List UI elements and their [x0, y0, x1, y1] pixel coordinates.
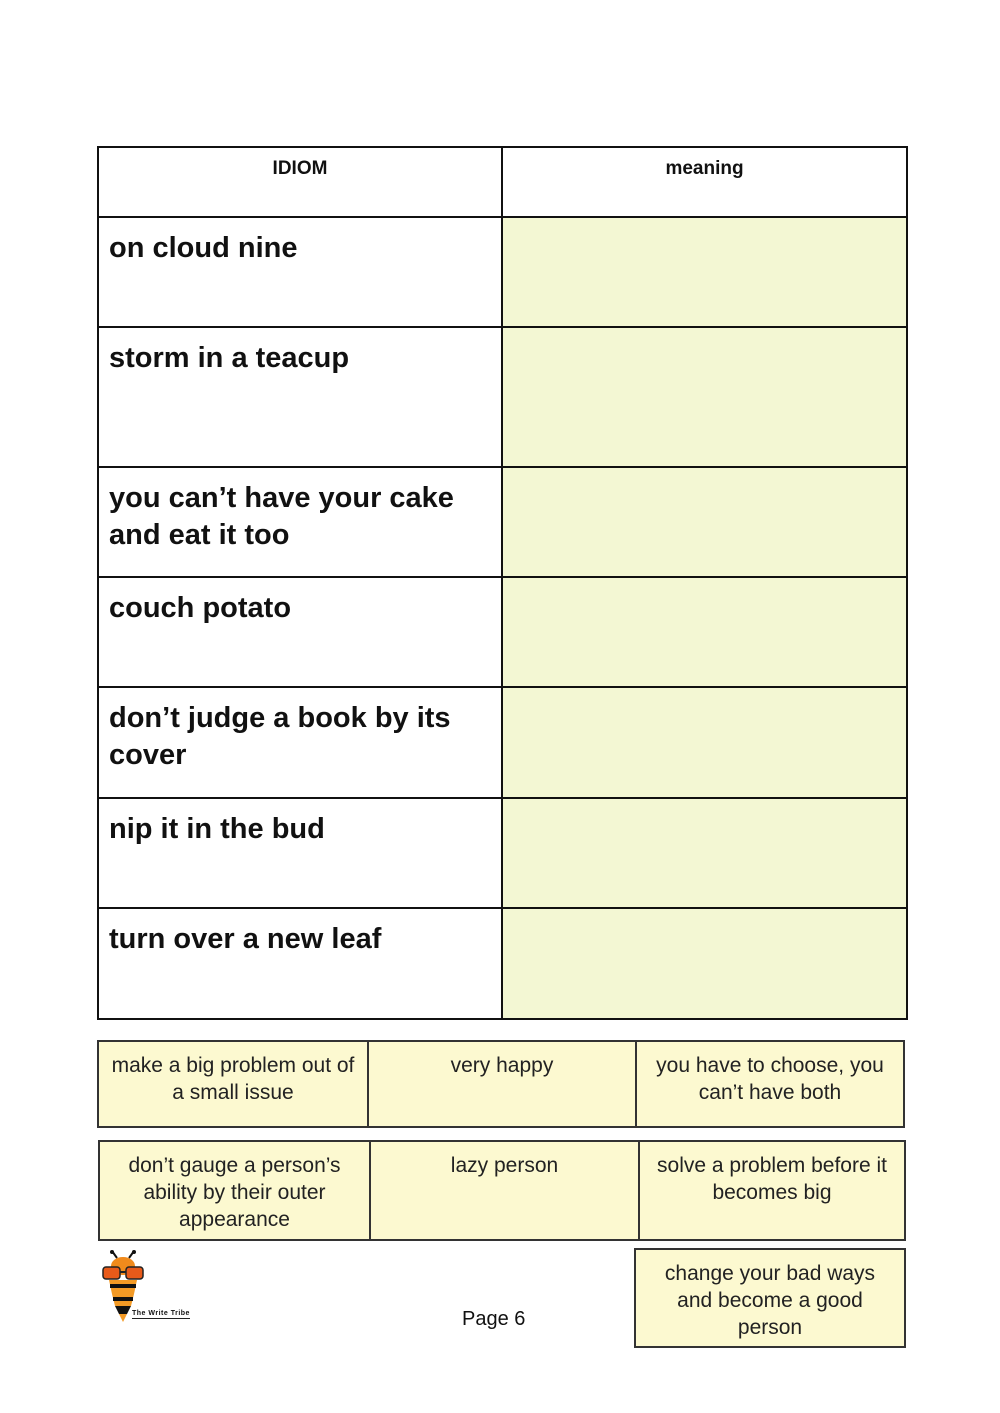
logo-text: The Write Tribe [132, 1310, 190, 1317]
answer-card[interactable]: don’t gauge a person’s ability by their outer appearance [100, 1142, 369, 1239]
table-row [98, 327, 907, 467]
write-tribe-logo [98, 1250, 208, 1328]
meaning-drop-cell[interactable] [502, 577, 907, 687]
idiom-matching-table [97, 146, 908, 1020]
table-row [98, 577, 907, 687]
idiom-cell: couch potato [98, 577, 502, 687]
meaning-drop-cell[interactable] [502, 327, 907, 467]
table-row [98, 798, 907, 908]
page-number: Page 6 [462, 1308, 526, 1330]
meaning-drop-cell[interactable] [502, 687, 907, 798]
answer-card[interactable]: very happy [367, 1042, 635, 1126]
idiom-cell: storm in a teacup [98, 327, 502, 467]
table-row [98, 687, 907, 798]
answer-card[interactable]: solve a problem before it becomes big [638, 1142, 904, 1239]
idiom-cell: turn over a new leaf [98, 908, 502, 1019]
answer-card-row [97, 1040, 905, 1128]
answer-card[interactable]: lazy person [369, 1142, 638, 1239]
idiom-cell: don’t judge a book by its cover [98, 687, 502, 798]
table-row [98, 908, 907, 1019]
answer-card-row [98, 1140, 906, 1241]
idiom-cell: nip it in the bud [98, 798, 502, 908]
answer-card[interactable]: you have to choose, you can’t have both [635, 1042, 903, 1126]
meaning-drop-cell[interactable] [502, 217, 907, 327]
idiom-column-header: IDIOM [98, 147, 502, 217]
table-row [98, 467, 907, 577]
meaning-drop-cell[interactable] [502, 908, 907, 1019]
table-row [98, 217, 907, 327]
meaning-column-header: meaning [502, 147, 907, 217]
meaning-drop-cell[interactable] [502, 798, 907, 908]
answer-card[interactable]: make a big problem out of a small issue [99, 1042, 367, 1126]
idiom-cell: on cloud nine [98, 217, 502, 327]
meaning-drop-cell[interactable] [502, 467, 907, 577]
idiom-cell: you can’t have your cake and eat it too [98, 467, 502, 577]
answer-card[interactable]: change your bad ways and become a good person [634, 1248, 906, 1348]
